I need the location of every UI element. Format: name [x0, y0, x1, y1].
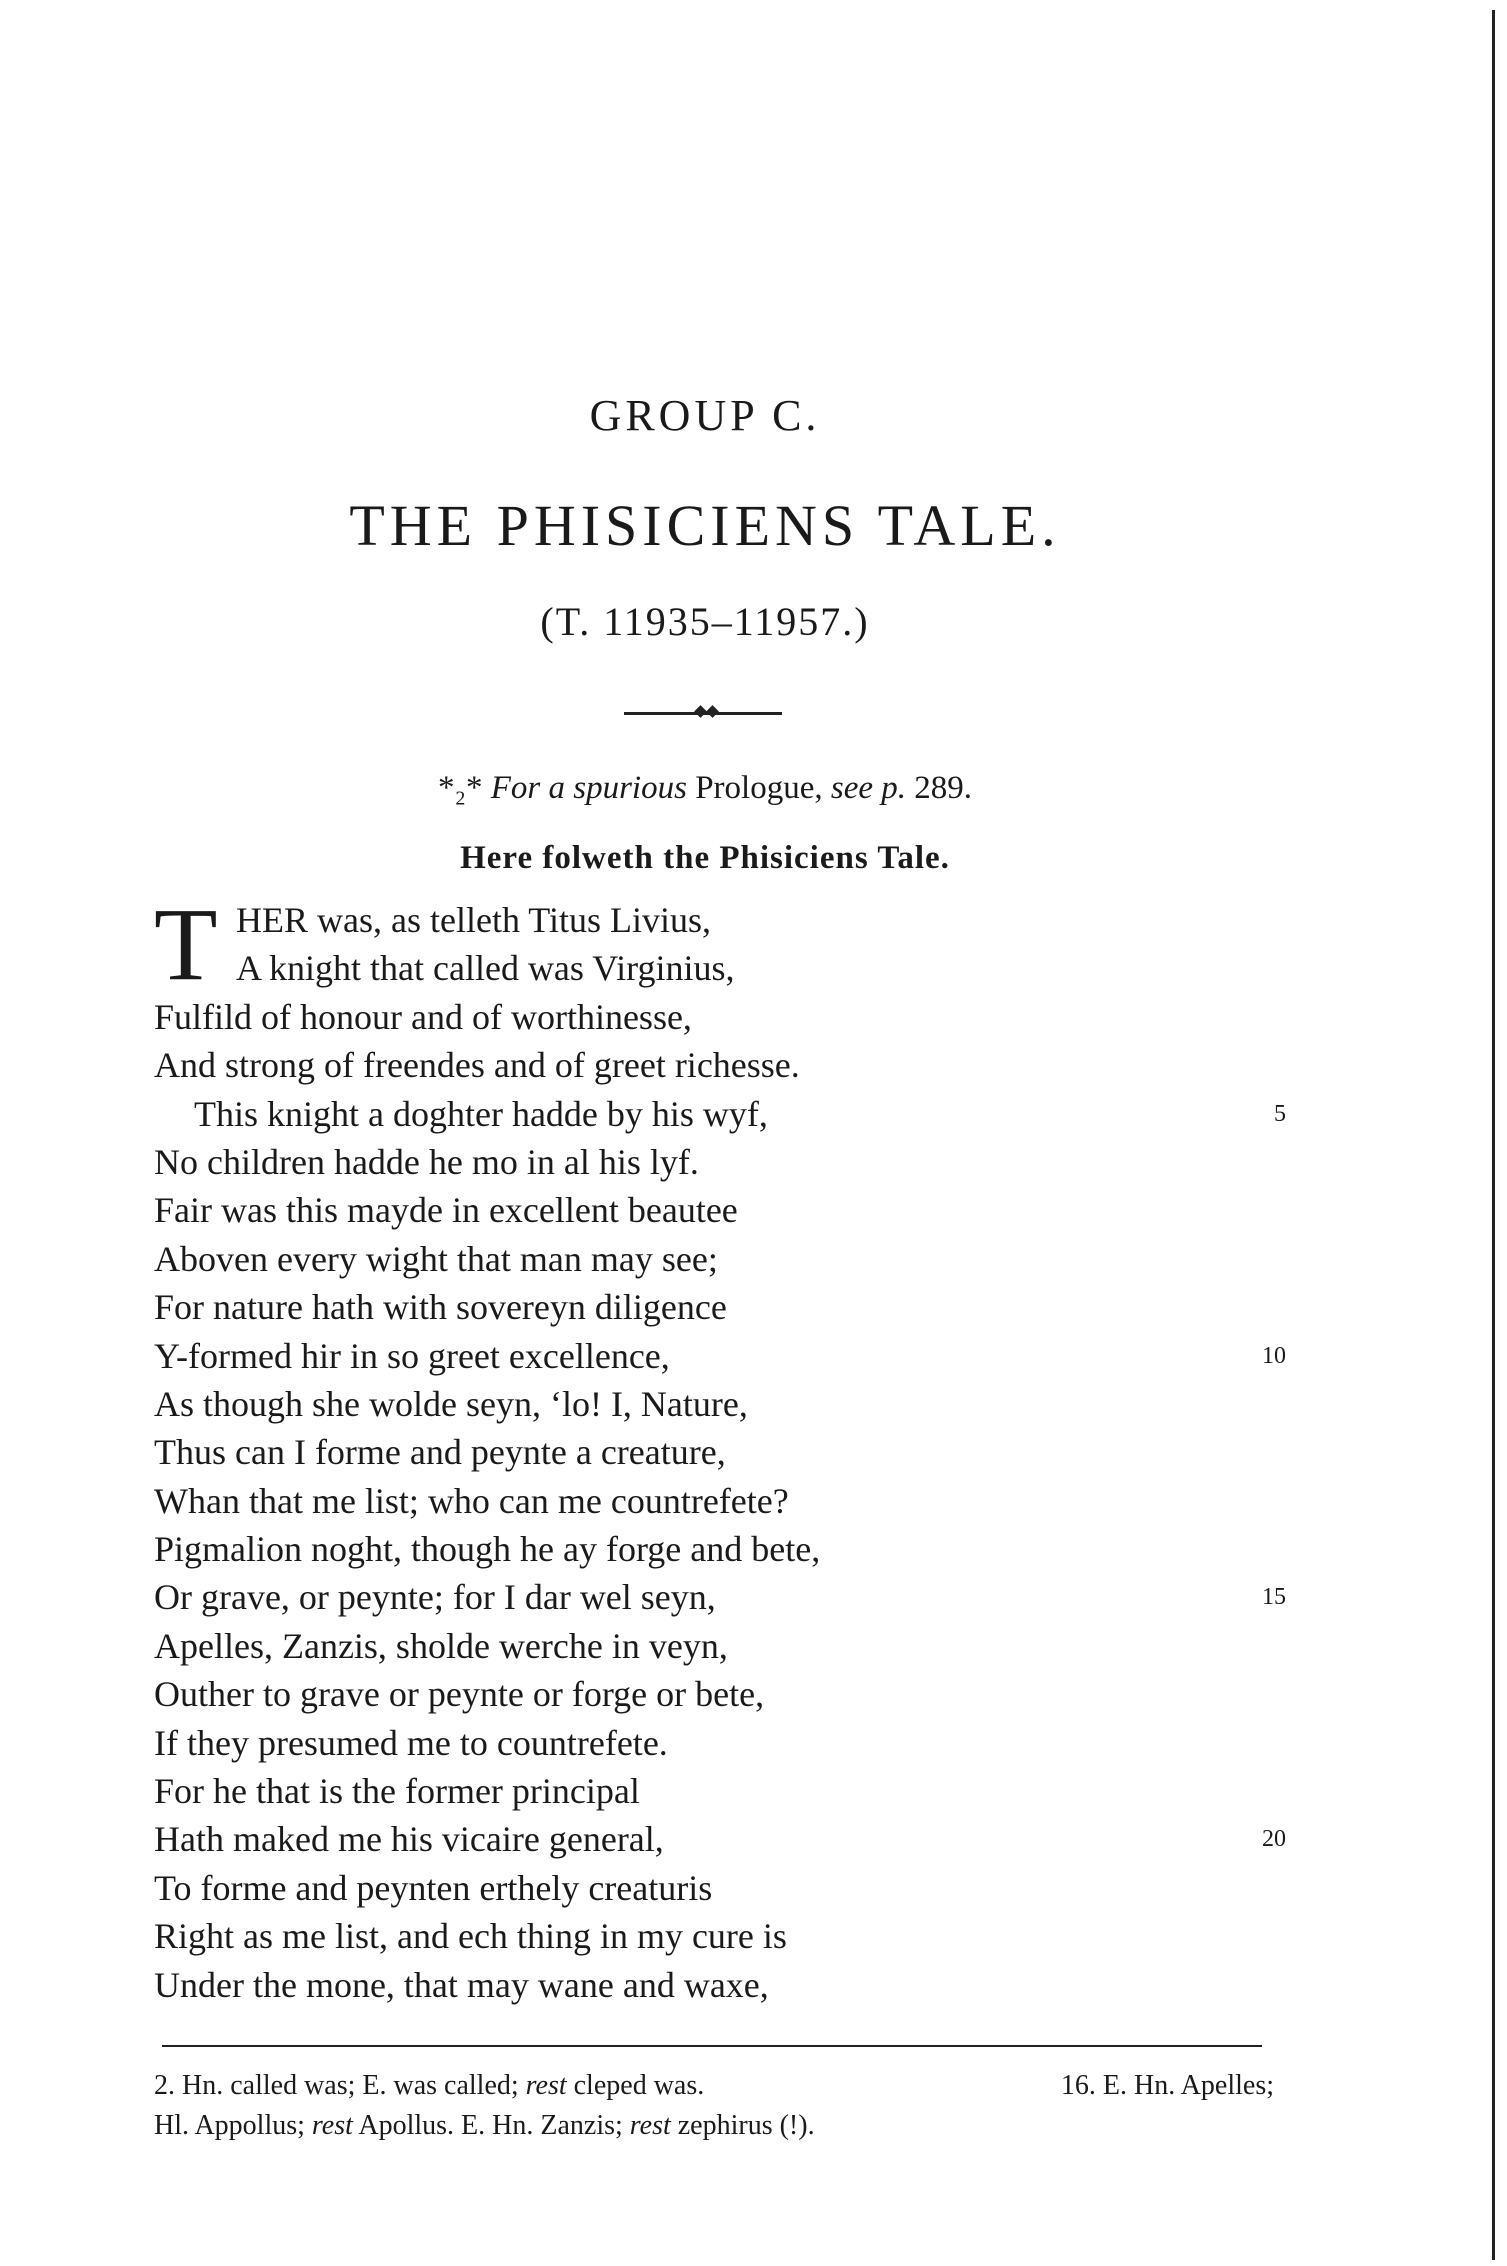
- verse-line: [154, 1815, 1304, 1863]
- verse-text: Hath maked me his vicaire general,: [154, 1819, 664, 1860]
- footnote-text: cleped was.: [573, 2070, 705, 2101]
- verse-line: [154, 1525, 1304, 1573]
- verse-text: Outher to grave or peynte or forge or bete,: [154, 1674, 765, 1715]
- verse-text: A knight that called was Virginius,: [236, 948, 735, 989]
- ornament-diamond: [706, 705, 719, 718]
- spurious-note-word: Prologue,: [695, 770, 823, 806]
- verse-text: As though she wolde seyn, ‘lo! I, Nature,: [154, 1383, 748, 1424]
- footnote-line: [154, 2106, 1274, 2146]
- verse-line: [154, 944, 1304, 992]
- verse-line: [154, 1864, 1304, 1912]
- footnote-text: Hl. Appollus;: [154, 2110, 305, 2141]
- verse-line: [154, 896, 1304, 944]
- spurious-note: [0, 770, 1410, 807]
- verse-line: [154, 1622, 1304, 1670]
- verse-text: To forme and peynten erthely creaturis: [154, 1867, 713, 1908]
- verse-line: [154, 993, 1304, 1041]
- footnote-italic: rest: [629, 2110, 671, 2141]
- verse-line: [154, 1283, 1304, 1331]
- verse-text: Apelles, Zanzis, sholde werche in veyn,: [154, 1625, 728, 1666]
- footnote-italic: rest: [311, 2110, 353, 2141]
- line-number: 5: [1274, 1100, 1286, 1127]
- verse-text: Fair was this mayde in excellent beautee: [154, 1190, 738, 1231]
- verse-line: [154, 1090, 1304, 1138]
- asterism: *₂*: [437, 770, 483, 806]
- verse-text: Y-formed hir in so greet excellence,: [154, 1335, 670, 1376]
- verse-line: [154, 1767, 1304, 1815]
- footnote-text: 16. E. Hn. Apelles;: [1060, 2070, 1274, 2101]
- verse-text: Right as me list, and ech thing in my cure is: [154, 1916, 787, 1957]
- verse-text: Or grave, or peynte; for I dar wel seyn,: [154, 1577, 716, 1618]
- footnote-text: Apollus. E. Hn. Zanzis;: [358, 2110, 623, 2141]
- verse-line: [154, 1912, 1304, 1960]
- verse-line: [154, 1670, 1304, 1718]
- verse-line: [154, 1428, 1304, 1476]
- line-number: 10: [1262, 1342, 1286, 1369]
- spurious-note-see: see p.: [830, 770, 907, 806]
- verse-text: Pigmalion noght, though he ay forge and bete,: [154, 1529, 821, 1570]
- verse-text: Fulfild of honour and of worthinesse,: [154, 996, 692, 1037]
- footnote-text: 2. Hn. called was; E. was called;: [154, 2070, 519, 2101]
- footnote-text: zephirus (!).: [677, 2110, 815, 2141]
- verse-line: [154, 1573, 1304, 1621]
- footnote-italic: rest: [525, 2070, 567, 2101]
- drop-cap: T: [154, 887, 218, 1002]
- verse-line: [154, 1961, 1304, 2009]
- spurious-note-lead: For a spurious: [490, 770, 687, 806]
- verse-text: If they presumed me to countrefete.: [154, 1722, 668, 1763]
- verse-line: [154, 1235, 1304, 1283]
- verse-line: [154, 1380, 1304, 1428]
- page-edge: [1492, 10, 1495, 2260]
- verse-line: [154, 1186, 1304, 1234]
- line-number: 20: [1262, 1826, 1286, 1853]
- verse-text: No children hadde he mo in al his lyf.: [154, 1141, 699, 1182]
- ornament-divider: [624, 712, 782, 715]
- spurious-note-page: 289.: [914, 770, 973, 806]
- verse-text: This knight a doghter hadde by his wyf,: [194, 1093, 768, 1134]
- verse-text: HER was, as telleth Titus Livius,: [236, 900, 712, 940]
- verse-text: Whan that me list; who can me countrefete?: [154, 1480, 789, 1521]
- verse-text: Under the mone, that may wane and waxe,: [154, 1964, 769, 2005]
- verse-line: [154, 1041, 1304, 1089]
- group-heading: GROUP C.: [589, 391, 821, 440]
- rubric: Here folweth the Phisiciens Tale.: [460, 840, 950, 876]
- line-number: 15: [1262, 1584, 1286, 1611]
- footnote-line: [154, 2066, 1274, 2106]
- verse-text: Aboven every wight that man may see;: [154, 1238, 718, 1279]
- verse-line: [154, 1138, 1304, 1186]
- tale-title: THE PHISICIENS TALE.: [349, 493, 1061, 558]
- verse-line: [154, 1332, 1304, 1380]
- line-range: (T. 11935–11957.): [540, 599, 870, 644]
- verse-block: [154, 887, 1304, 2009]
- verse-text: For he that is the former principal: [154, 1771, 640, 1812]
- verse-text: Thus can I forme and peynte a creature,: [154, 1432, 726, 1473]
- verse-text: And strong of freendes and of greet richesse.: [154, 1045, 800, 1086]
- verse-text: For nature hath with sovereyn diligence: [154, 1287, 727, 1328]
- footnote-rule: [162, 2045, 1262, 2047]
- footnotes: [154, 2066, 1274, 2146]
- verse-line: [154, 1719, 1304, 1767]
- verse-line: [154, 1477, 1304, 1525]
